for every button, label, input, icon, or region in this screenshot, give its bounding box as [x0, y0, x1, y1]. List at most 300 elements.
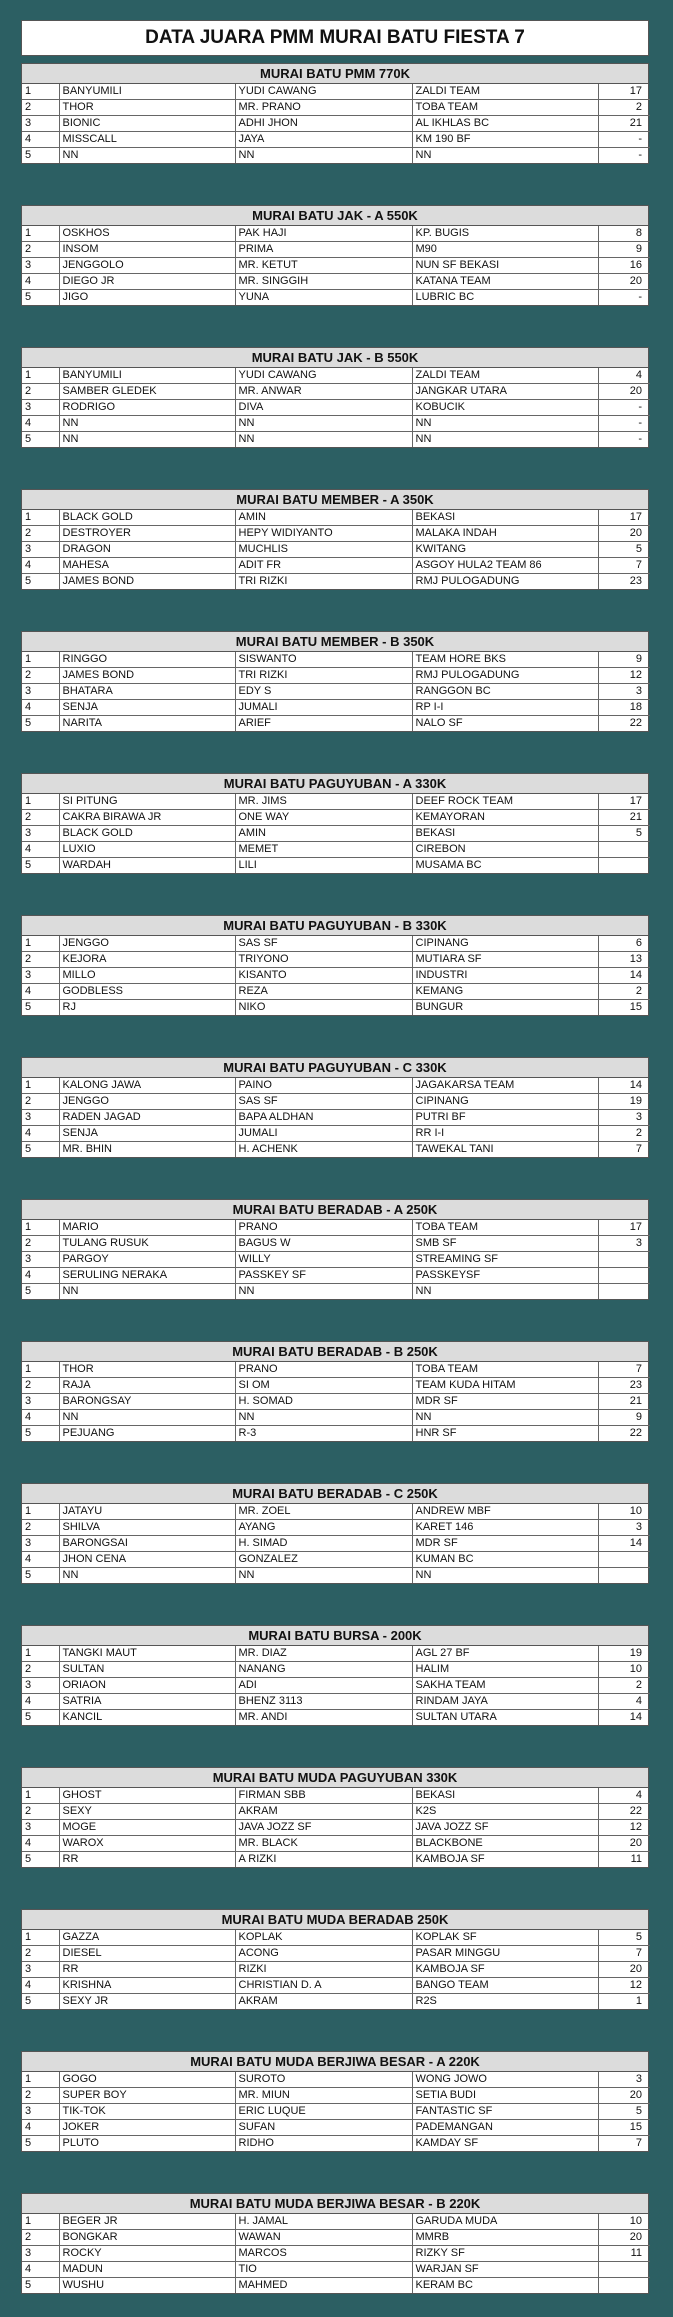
owner-cell: NN	[235, 432, 412, 448]
gantangan-cell: 10	[598, 2214, 650, 2230]
team-cell: K2S	[412, 1804, 598, 1820]
bird-name-cell: TANGKI MAUT	[59, 1646, 235, 1662]
rank-cell: 4	[22, 1410, 59, 1426]
table-row	[22, 368, 650, 384]
rank-cell: 3	[22, 1252, 59, 1268]
table-row	[22, 1126, 650, 1142]
rank-cell: 1	[22, 1788, 59, 1804]
table-row	[22, 2120, 650, 2136]
team-cell: ANDREW MBF	[412, 1504, 598, 1520]
bird-name-cell: NARITA	[59, 716, 235, 732]
owner-cell: BAPA ALDHAN	[235, 1110, 412, 1126]
section-heading: MURAI BATU MEMBER - A 350K	[22, 490, 648, 510]
gantangan-cell: 3	[598, 1110, 650, 1126]
section-heading: MURAI BATU PAGUYUBAN - A 330K	[22, 774, 648, 794]
table-row	[22, 2246, 650, 2262]
bird-name-cell: ROCKY	[59, 2246, 235, 2262]
team-cell: CIPINANG	[412, 1094, 598, 1110]
winner-section	[21, 2051, 649, 2152]
bird-name-cell: PLUTO	[59, 2136, 235, 2152]
table-row	[22, 1552, 650, 1568]
bird-name-cell: MISSCALL	[59, 132, 235, 148]
gantangan-cell: 2	[598, 1126, 650, 1142]
winner-section	[21, 1199, 649, 1300]
rank-cell: 1	[22, 368, 59, 384]
gantangan-cell: 5	[598, 2104, 650, 2120]
table-row	[22, 274, 650, 290]
gantangan-cell: 17	[598, 794, 650, 810]
gantangan-cell: 13	[598, 952, 650, 968]
bird-name-cell: KANCIL	[59, 1710, 235, 1726]
table-row	[22, 1694, 650, 1710]
section-heading: MURAI BATU MUDA PAGUYUBAN 330K	[22, 1768, 648, 1788]
winner-table	[22, 1220, 650, 1299]
winner-table	[22, 1930, 650, 2009]
bird-name-cell: SEXY	[59, 1804, 235, 1820]
owner-cell: TRI RIZKI	[235, 574, 412, 590]
rank-cell: 1	[22, 1504, 59, 1520]
owner-cell: CHRISTIAN D. A	[235, 1978, 412, 1994]
table-row	[22, 1504, 650, 1520]
rank-cell: 4	[22, 1836, 59, 1852]
gantangan-cell: -	[598, 416, 650, 432]
rank-cell: 3	[22, 1678, 59, 1694]
team-cell: ASGOY HULA2 TEAM 86	[412, 558, 598, 574]
bird-name-cell: JAMES BOND	[59, 668, 235, 684]
team-cell: CIPINANG	[412, 936, 598, 952]
rank-cell: 5	[22, 2278, 59, 2294]
section-heading: MURAI BATU BURSA - 200K	[22, 1626, 648, 1646]
bird-name-cell: NN	[59, 148, 235, 164]
winner-table	[22, 1646, 650, 1725]
rank-cell: 2	[22, 2088, 59, 2104]
owner-cell: MR. JIMS	[235, 794, 412, 810]
bird-name-cell: NN	[59, 1410, 235, 1426]
team-cell: RANGGON BC	[412, 684, 598, 700]
table-row	[22, 810, 650, 826]
gantangan-cell: 21	[598, 810, 650, 826]
owner-cell: GONZALEZ	[235, 1552, 412, 1568]
gantangan-cell: 20	[598, 274, 650, 290]
winner-table	[22, 226, 650, 305]
bird-name-cell: SAMBER GLEDEK	[59, 384, 235, 400]
owner-cell: H. ACHENK	[235, 1142, 412, 1158]
table-row	[22, 1094, 650, 1110]
owner-cell: PRANO	[235, 1220, 412, 1236]
gantangan-cell: 20	[598, 2230, 650, 2246]
team-cell: KAMBOJA SF	[412, 1852, 598, 1868]
owner-cell: PASSKEY SF	[235, 1268, 412, 1284]
bird-name-cell: OSKHOS	[59, 226, 235, 242]
table-row	[22, 826, 650, 842]
team-cell: KAMBOJA SF	[412, 1962, 598, 1978]
table-row	[22, 684, 650, 700]
table-row	[22, 384, 650, 400]
winner-section	[21, 1625, 649, 1726]
gantangan-cell: 9	[598, 242, 650, 258]
rank-cell: 1	[22, 1362, 59, 1378]
owner-cell: AKRAM	[235, 1804, 412, 1820]
owner-cell: ONE WAY	[235, 810, 412, 826]
rank-cell: 2	[22, 1946, 59, 1962]
owner-cell: MR. ANDI	[235, 1710, 412, 1726]
gantangan-cell: 20	[598, 1962, 650, 1978]
winner-table	[22, 794, 650, 873]
bird-name-cell: JAMES BOND	[59, 574, 235, 590]
table-row	[22, 2072, 650, 2088]
gantangan-cell: 14	[598, 1536, 650, 1552]
table-row	[22, 542, 650, 558]
bird-name-cell: BONGKAR	[59, 2230, 235, 2246]
bird-name-cell: DRAGON	[59, 542, 235, 558]
bird-name-cell: KALONG JAWA	[59, 1078, 235, 1094]
team-cell: BANGO TEAM	[412, 1978, 598, 1994]
owner-cell: TRIYONO	[235, 952, 412, 968]
winner-table	[22, 84, 650, 163]
team-cell: NN	[412, 1410, 598, 1426]
rank-cell: 5	[22, 1568, 59, 1584]
team-cell: MUTIARA SF	[412, 952, 598, 968]
rank-cell: 1	[22, 2214, 59, 2230]
table-row	[22, 1268, 650, 1284]
bird-name-cell: JENGGO	[59, 936, 235, 952]
team-cell: MUSAMA BC	[412, 858, 598, 874]
owner-cell: WAWAN	[235, 2230, 412, 2246]
bird-name-cell: KRISHNA	[59, 1978, 235, 1994]
team-cell: KAMDAY SF	[412, 2136, 598, 2152]
owner-cell: JAYA	[235, 132, 412, 148]
bird-name-cell: PEJUANG	[59, 1426, 235, 1442]
table-row	[22, 290, 650, 306]
rank-cell: 5	[22, 1284, 59, 1300]
owner-cell: SUFAN	[235, 2120, 412, 2136]
bird-name-cell: SULTAN	[59, 1662, 235, 1678]
gantangan-cell: 9	[598, 1410, 650, 1426]
team-cell: SAKHA TEAM	[412, 1678, 598, 1694]
rank-cell: 4	[22, 842, 59, 858]
gantangan-cell: 12	[598, 668, 650, 684]
rank-cell: 2	[22, 384, 59, 400]
rank-cell: 3	[22, 2246, 59, 2262]
gantangan-cell: 18	[598, 700, 650, 716]
winner-section	[21, 631, 649, 732]
table-row	[22, 1110, 650, 1126]
owner-cell: EDY S	[235, 684, 412, 700]
table-row	[22, 1078, 650, 1094]
gantangan-cell	[598, 2262, 650, 2278]
gantangan-cell: -	[638, 149, 642, 161]
table-row	[22, 1362, 650, 1378]
rank-cell: 5	[22, 1710, 59, 1726]
table-row	[22, 2136, 650, 2152]
rank-cell: 1	[22, 652, 59, 668]
table-row	[22, 1378, 650, 1394]
gantangan-cell: 23	[629, 575, 642, 587]
table-row	[22, 968, 650, 984]
team-cell: DEEF ROCK TEAM	[412, 794, 598, 810]
owner-cell: AKRAM	[235, 1994, 412, 2010]
team-cell: AL IKHLAS BC	[412, 116, 598, 132]
gantangan-cell	[598, 1284, 650, 1300]
gantangan-cell: 22	[598, 1804, 650, 1820]
rank-cell: 4	[22, 1552, 59, 1568]
gantangan-cell: 4	[598, 1788, 650, 1804]
rank-cell: 5	[22, 432, 59, 448]
team-cell: MDR SF	[412, 1394, 598, 1410]
owner-cell: SUROTO	[235, 2072, 412, 2088]
bird-name-cell: SUPER BOY	[59, 2088, 235, 2104]
bird-name-cell: RJ	[59, 1000, 235, 1016]
bird-name-cell: GOGO	[59, 2072, 235, 2088]
bird-name-cell: DIEGO JR	[59, 274, 235, 290]
bird-name-cell: GHOST	[59, 1788, 235, 1804]
rank-cell: 2	[22, 1094, 59, 1110]
winner-table	[22, 652, 650, 731]
rank-cell: 2	[22, 1378, 59, 1394]
section-heading: MURAI BATU PAGUYUBAN - B 330K	[22, 916, 648, 936]
team-cell: MMRB	[412, 2230, 598, 2246]
owner-cell: MUCHLIS	[235, 542, 412, 558]
bird-name-cell: NN	[59, 1284, 235, 1300]
bird-name-cell: MARIO	[59, 1220, 235, 1236]
rank-cell: 2	[22, 1662, 59, 1678]
team-cell: NN	[412, 1568, 598, 1584]
team-cell: PASSKEYSF	[412, 1268, 598, 1284]
winner-section	[21, 1057, 649, 1158]
bird-name-cell: THOR	[59, 100, 235, 116]
winner-table	[22, 2214, 650, 2293]
team-cell: PASAR MINGGU	[412, 1946, 598, 1962]
owner-cell: YUNA	[235, 290, 412, 306]
table-row	[22, 2214, 650, 2230]
rank-cell: 1	[22, 794, 59, 810]
owner-cell: BHENZ 3113	[235, 1694, 412, 1710]
bird-name-cell: RINGGO	[59, 652, 235, 668]
bird-name-cell: PARGOY	[59, 1252, 235, 1268]
team-cell: RINDAM JAYA	[412, 1694, 598, 1710]
rank-cell: 5	[22, 1142, 59, 1158]
gantangan-cell: 19	[598, 1094, 650, 1110]
bird-name-cell: NN	[59, 416, 235, 432]
table-row	[22, 842, 650, 858]
rank-cell: 3	[22, 684, 59, 700]
team-cell: SMB SF	[412, 1236, 598, 1252]
gantangan-cell: 5	[598, 542, 650, 558]
gantangan-cell	[598, 1252, 650, 1268]
table-row	[22, 132, 650, 148]
team-cell: JANGKAR UTARA	[412, 384, 598, 400]
rank-cell: 2	[22, 100, 59, 116]
team-cell: NN	[412, 432, 598, 448]
rank-cell: 1	[22, 84, 59, 100]
gantangan-cell: 14	[598, 968, 650, 984]
team-cell: RIZKY SF	[412, 2246, 598, 2262]
gantangan-cell: 7	[598, 1362, 650, 1378]
rank-cell: 1	[22, 1646, 59, 1662]
table-row	[22, 1836, 650, 1852]
table-row	[22, 1410, 650, 1426]
table-row	[22, 936, 650, 952]
winner-table	[22, 2072, 650, 2151]
gantangan-cell: 17	[598, 510, 650, 526]
table-row	[22, 2278, 650, 2294]
table-row	[22, 1284, 650, 1300]
owner-cell: SI OM	[235, 1378, 412, 1394]
gantangan-cell	[598, 1268, 650, 1284]
bird-name-cell: SENJA	[59, 1126, 235, 1142]
owner-cell: HEPY WIDIYANTO	[235, 526, 412, 542]
bird-name-cell: MR. BHIN	[59, 1142, 235, 1158]
owner-cell: A RIZKI	[235, 1852, 412, 1868]
rank-cell: 5	[22, 858, 59, 874]
owner-cell: H. SOMAD	[235, 1394, 412, 1410]
section-heading: MURAI BATU MEMBER - B 350K	[22, 632, 648, 652]
rank-cell: 3	[22, 258, 59, 274]
section-heading: MURAI BATU MUDA BERADAB 250K	[22, 1910, 648, 1930]
owner-cell: NN	[235, 1284, 412, 1300]
gantangan-cell: 2	[598, 984, 650, 1000]
owner-cell: DIVA	[235, 400, 412, 416]
rank-cell: 3	[22, 826, 59, 842]
gantangan-cell: 15	[629, 1001, 642, 1013]
owner-cell: NANANG	[235, 1662, 412, 1678]
rank-cell: 4	[22, 1126, 59, 1142]
team-cell: MALAKA INDAH	[412, 526, 598, 542]
table-row	[22, 794, 650, 810]
winner-section	[21, 347, 649, 448]
bird-name-cell: ORIAON	[59, 1678, 235, 1694]
table-row	[22, 1678, 650, 1694]
owner-cell: ERIC LUQUE	[235, 2104, 412, 2120]
bird-name-cell: JENGGO	[59, 1094, 235, 1110]
rank-cell: 5	[22, 2136, 59, 2152]
table-row	[22, 1788, 650, 1804]
gantangan-cell: 5	[598, 826, 650, 842]
team-cell: INDUSTRI	[412, 968, 598, 984]
winner-section	[21, 1483, 649, 1584]
bird-name-cell: JENGGOLO	[59, 258, 235, 274]
bird-name-cell: DESTROYER	[59, 526, 235, 542]
rank-cell: 3	[22, 968, 59, 984]
rank-cell: 5	[22, 1852, 59, 1868]
team-cell: M90	[412, 242, 598, 258]
team-cell: KATANA TEAM	[412, 274, 598, 290]
table-row	[22, 1978, 650, 1994]
owner-cell: H. JAMAL	[235, 2214, 412, 2230]
table-row	[22, 652, 650, 668]
table-row	[22, 432, 650, 448]
table-row	[22, 1820, 650, 1836]
table-row	[22, 258, 650, 274]
team-cell: GARUDA MUDA	[412, 2214, 598, 2230]
team-cell: JAVA JOZZ SF	[412, 1820, 598, 1836]
owner-cell: TRI RIZKI	[235, 668, 412, 684]
table-row	[22, 984, 650, 1000]
rank-cell: 5	[22, 1000, 59, 1016]
team-cell: RMJ PULOGADUNG	[412, 574, 598, 590]
winner-section	[21, 915, 649, 1016]
owner-cell: MAHMED	[235, 2278, 412, 2294]
bird-name-cell: DIESEL	[59, 1946, 235, 1962]
bird-name-cell: CAKRA BIRAWA JR	[59, 810, 235, 826]
owner-cell: ADI	[235, 1678, 412, 1694]
rank-cell: 1	[22, 1220, 59, 1236]
team-cell: CIREBON	[412, 842, 598, 858]
rank-cell: 3	[22, 400, 59, 416]
bird-name-cell: NN	[59, 432, 235, 448]
owner-cell: MR. MIUN	[235, 2088, 412, 2104]
bird-name-cell: TIK-TOK	[59, 2104, 235, 2120]
gantangan-cell	[598, 842, 650, 858]
gantangan-cell: 10	[598, 1662, 650, 1678]
gantangan-cell: 15	[598, 2120, 650, 2136]
gantangan-cell: -	[598, 400, 650, 416]
table-row	[22, 242, 650, 258]
rank-cell: 2	[22, 668, 59, 684]
section-heading: MURAI BATU BERADAB - B 250K	[22, 1342, 648, 1362]
bird-name-cell: TULANG RUSUK	[59, 1236, 235, 1252]
table-row	[22, 1662, 650, 1678]
table-row	[22, 700, 650, 716]
owner-cell: JAVA JOZZ SF	[235, 1820, 412, 1836]
rank-cell: 3	[22, 116, 59, 132]
owner-cell: R-3	[235, 1426, 412, 1442]
gantangan-cell: 17	[598, 84, 650, 100]
team-cell: KERAM BC	[412, 2278, 598, 2294]
section-heading: MURAI BATU BERADAB - A 250K	[22, 1200, 648, 1220]
rank-cell: 4	[22, 700, 59, 716]
gantangan-cell: 20	[598, 526, 650, 542]
owner-cell: KOPLAK	[235, 1930, 412, 1946]
gantangan-cell: 3	[598, 2072, 650, 2088]
bird-name-cell: SATRIA	[59, 1694, 235, 1710]
gantangan-cell: 11	[630, 1853, 642, 1865]
rank-cell: 2	[22, 2230, 59, 2246]
gantangan-cell: 14	[598, 1078, 650, 1094]
gantangan-cell: 3	[598, 1520, 650, 1536]
bird-name-cell: LUXIO	[59, 842, 235, 858]
rank-cell: 3	[22, 1536, 59, 1552]
owner-cell: NN	[235, 1410, 412, 1426]
rank-cell: 3	[22, 542, 59, 558]
gantangan-cell: 23	[598, 1378, 650, 1394]
rank-cell: 5	[22, 290, 59, 306]
winner-table	[22, 1078, 650, 1157]
rank-cell: 4	[22, 132, 59, 148]
owner-cell: ADHI JHON	[235, 116, 412, 132]
gantangan-cell: 19	[598, 1646, 650, 1662]
winner-section	[21, 2193, 649, 2294]
gantangan-cell: 6	[598, 936, 650, 952]
team-cell: SETIA BUDI	[412, 2088, 598, 2104]
bird-name-cell: RAJA	[59, 1378, 235, 1394]
gantangan-cell: 10	[598, 1504, 650, 1520]
owner-cell: REZA	[235, 984, 412, 1000]
gantangan-cell: 12	[598, 1978, 650, 1994]
winner-table	[22, 1788, 650, 1867]
winner-section	[21, 1909, 649, 2010]
gantangan-cell: 22	[629, 717, 642, 729]
bird-name-cell: WAROX	[59, 1836, 235, 1852]
rank-cell: 2	[22, 952, 59, 968]
bird-name-cell: RR	[59, 1962, 235, 1978]
winner-table	[22, 1362, 650, 1441]
gantangan-cell: 17	[598, 1220, 650, 1236]
table-row	[22, 858, 650, 874]
team-cell: TAWEKAL TANI	[412, 1142, 598, 1158]
bird-name-cell: SHILVA	[59, 1520, 235, 1536]
team-cell: RMJ PULOGADUNG	[412, 668, 598, 684]
